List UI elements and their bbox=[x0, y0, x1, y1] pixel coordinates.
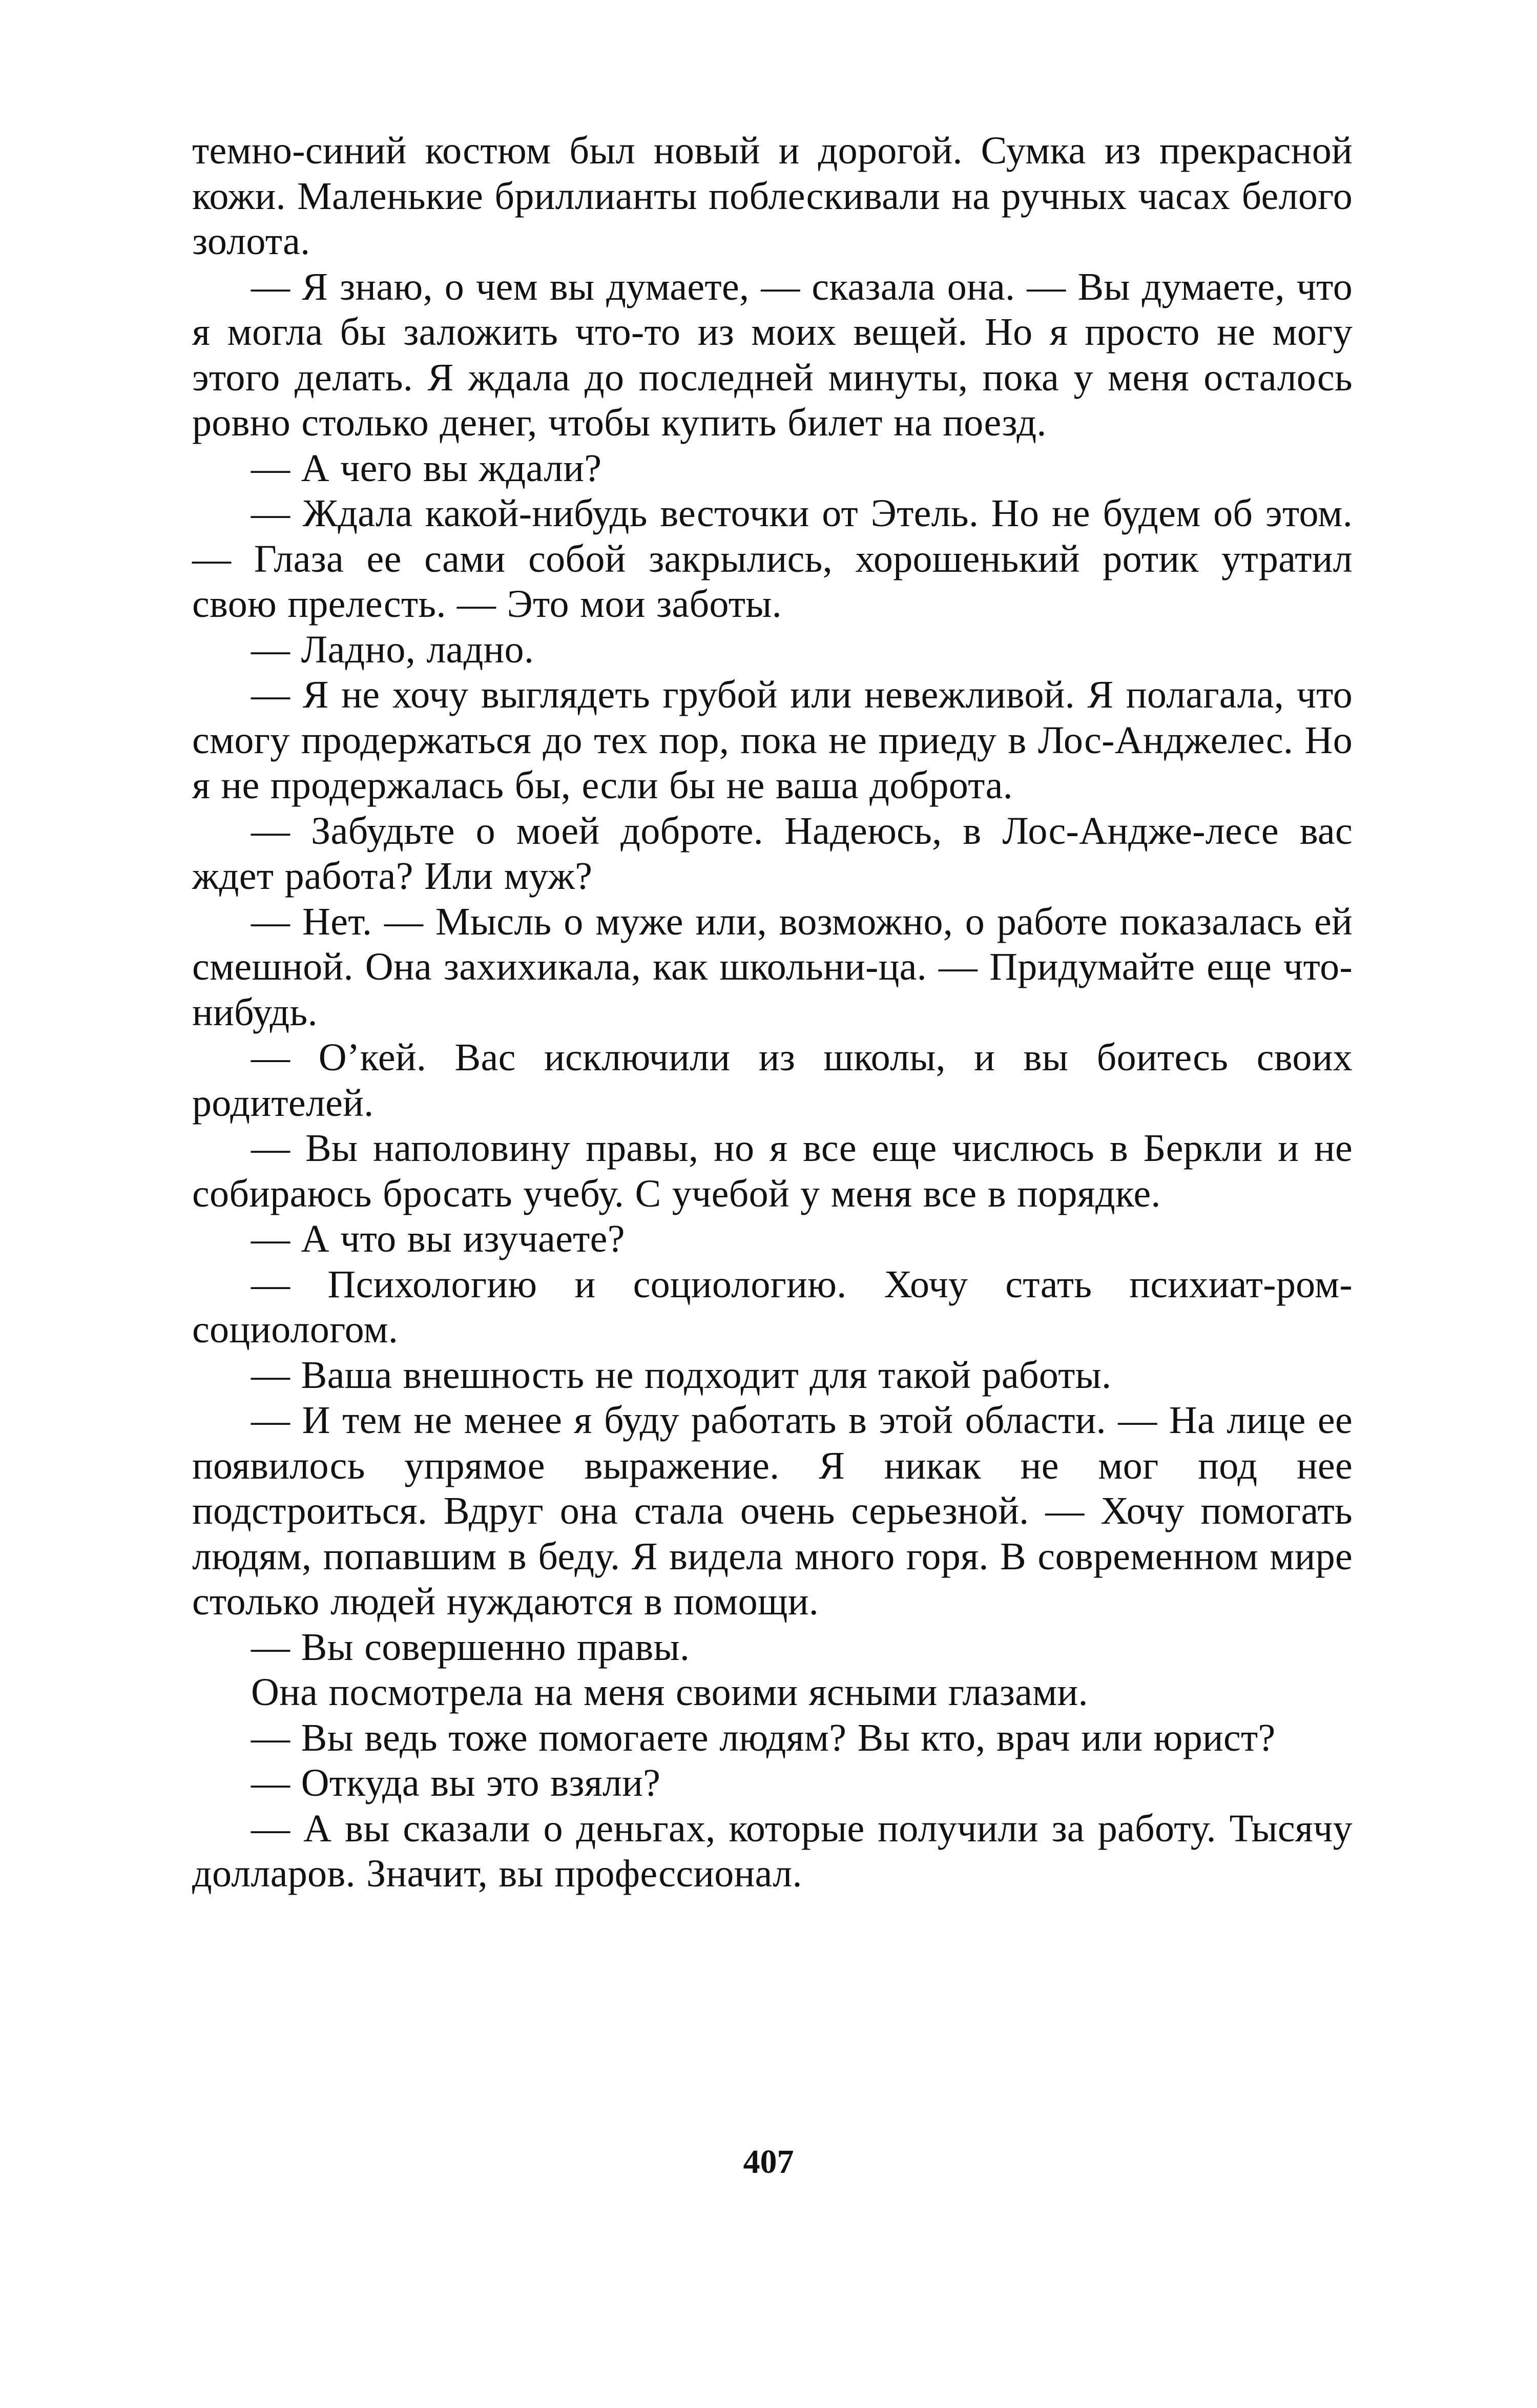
paragraph: — А вы сказали о деньгах, которые получили за работу. Тысячу долларов. Значит, вы профессионал. bbox=[192, 1807, 1353, 1895]
body-text bbox=[192, 128, 1353, 1897]
paragraph: — Я знаю, о чем вы думаете, — сказала она. — Вы думаете, что я могла бы заложить что-то из моих вещей. Но я просто не могу этого делать. Я ждала до последней минуты, пока у меня осталось ровно столько денег, чтобы купить билет на поезд. bbox=[192, 265, 1353, 444]
paragraph: — Ждала какой-нибудь весточки от Этель. Но не будем об этом. — Глаза ее сами собой закрылись, хорошенький ротик утратил свою прелесть. — Это мои заботы. bbox=[192, 492, 1353, 626]
paragraph: — О’кей. Вас исключили из школы, и вы боитесь своих родителей. bbox=[192, 1036, 1353, 1125]
paragraph: — Откуда вы это взяли? bbox=[251, 1761, 661, 1804]
paragraph: — Нет. — Мысль о муже или, возможно, о работе показалась ей смешной. Она захихикала, как школьни-ца. — Придумайте еще что-нибудь. bbox=[192, 900, 1353, 1034]
paragraph: — Я не хочу выглядеть грубой или невежливой. Я полагала, что смогу продержаться до тех пор, пока не приеду в Лос-Анджелес. Но я не продержалась бы, если бы не ваша доброта. bbox=[192, 673, 1353, 807]
paragraph: — Забудьте о моей доброте. Надеюсь, в Лос-Андже-лесе вас ждет работа? Или муж? bbox=[192, 809, 1353, 898]
paragraph: — Ваша внешность не подходит для такой работы. bbox=[251, 1353, 1112, 1397]
paragraph: — Психологию и социологию. Хочу стать психиат-ром-социологом. bbox=[192, 1262, 1353, 1351]
paragraph: темно-синий костюм был новый и дорогой. Сумка из прекрасной кожи. Маленькие бриллианты поблескивали на ручных часах белого золота. bbox=[192, 129, 1353, 263]
paragraph: Она посмотрела на меня своими ясными глазами. bbox=[251, 1671, 1088, 1714]
paragraph: — Вы ведь тоже помогаете людям? Вы кто, врач или юрист? bbox=[251, 1716, 1276, 1759]
paragraph: — А чего вы ждали? bbox=[251, 446, 602, 490]
paragraph: — Вы наполовину правы, но я все еще числюсь в Беркли и не собираюсь бросать учебу. С учебой у меня все в порядке. bbox=[192, 1127, 1353, 1215]
paragraph: — А что вы изучаете? bbox=[251, 1217, 625, 1260]
paragraph: — Вы совершенно правы. bbox=[251, 1625, 690, 1669]
paragraph: — Ладно, ладно. bbox=[251, 628, 534, 671]
paragraph: — И тем не менее я буду работать в этой области. — На лице ее появилось упрямое выражение. Я никак не мог под нее подстроиться. Вдруг она стала очень серьезной. — Хочу помогать людям, попавшим в беду. Я видела много горя. В современном мире столько людей нуждаются в помощи. bbox=[192, 1399, 1353, 1623]
page-number: 407 bbox=[743, 2143, 794, 2181]
